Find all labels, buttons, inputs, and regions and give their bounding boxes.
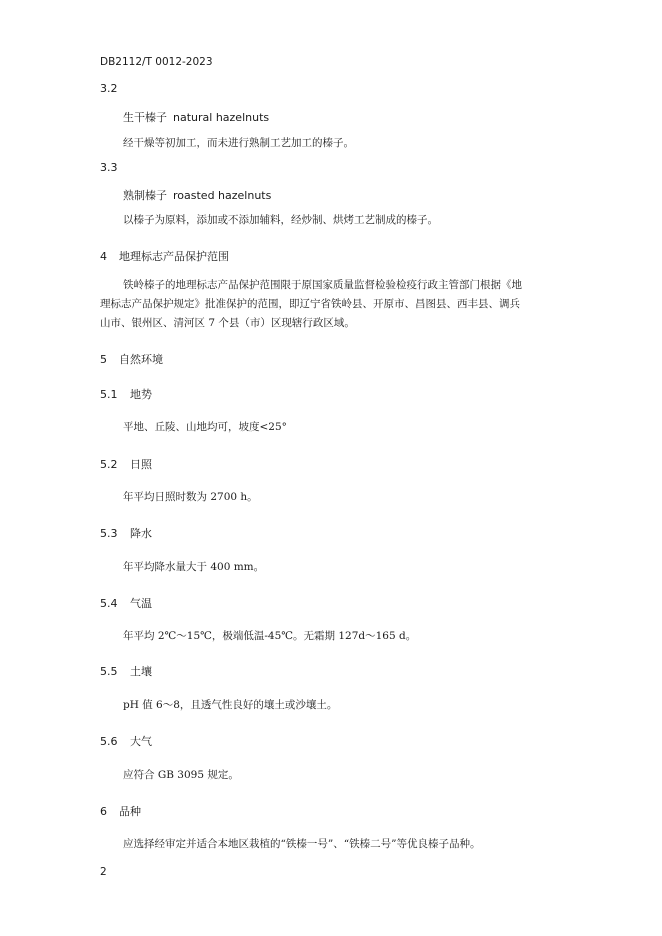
term-chinese: 生干榛子 [123, 111, 167, 124]
subsection-heading [100, 386, 152, 402]
term-heading [123, 187, 271, 203]
paragraph-line: 铁岭榛子的地理标志产品保护范围限于原国家质量监督检验检疫行政主管部门根据《地 [123, 279, 522, 291]
document-code: DB2112/T 0012-2023 [100, 56, 213, 68]
subsection-text: 年平均 2℃～15℃，极端低温-45℃。无霜期 127d～165 d。 [123, 630, 417, 642]
subsection-heading [100, 456, 152, 472]
paragraph-line: 山市、银州区、清河区 7 个县（市）区现辖行政区域。 [100, 317, 355, 329]
subsection-heading [100, 525, 152, 541]
subsection-heading [100, 733, 152, 749]
section-number: 5 [100, 353, 107, 366]
section-text: 应选择经审定并适合本地区栽植的“铁榛一号”、“铁榛二号”等优良榛子品种。 [123, 838, 481, 850]
subsection-title: 土壤 [130, 665, 152, 678]
subsection-text: pH 值 6～8，且透气性良好的壤土或沙壤土。 [123, 699, 338, 711]
clause-number: 3.3 [100, 161, 118, 174]
section-number: 6 [100, 805, 107, 818]
subsection-text: 平地、丘陵、山地均可，坡度<25° [123, 421, 287, 433]
subsection-heading [100, 663, 152, 679]
term-heading [123, 109, 269, 125]
term-english: roasted hazelnuts [173, 189, 272, 202]
subsection-title: 气温 [130, 597, 152, 610]
subsection-number: 5.5 [100, 665, 118, 678]
subsection-title: 日照 [130, 458, 152, 471]
section-number: 4 [100, 250, 107, 263]
section-heading [100, 803, 141, 819]
section-title: 地理标志产品保护范围 [119, 250, 229, 263]
subsection-title: 降水 [130, 527, 152, 540]
term-definition: 经干燥等初加工，而未进行熟制工艺加工的榛子。 [123, 137, 354, 149]
term-english: natural hazelnuts [173, 111, 270, 124]
subsection-number: 5.1 [100, 388, 118, 401]
section-title: 品种 [119, 805, 141, 818]
section-heading [100, 248, 229, 264]
subsection-title: 大气 [130, 735, 152, 748]
subsection-text: 年平均日照时数为 2700 h。 [123, 491, 258, 503]
clause-number: 3.2 [100, 82, 118, 95]
term-definition: 以榛子为原料，添加或不添加辅料，经炒制、烘烤工艺制成的榛子。 [123, 214, 438, 226]
subsection-number: 5.3 [100, 527, 118, 540]
term-chinese: 熟制榛子 [123, 189, 167, 202]
subsection-text: 应符合 GB 3095 规定。 [123, 769, 239, 781]
section-title: 自然环境 [119, 353, 163, 366]
section-heading [100, 351, 163, 367]
subsection-number: 5.6 [100, 735, 118, 748]
paragraph-line: 理标志产品保护规定》批准保护的范围，即辽宁省铁岭县、开原市、昌图县、西丰县、调兵 [100, 298, 520, 310]
subsection-number: 5.2 [100, 458, 118, 471]
subsection-title: 地势 [130, 388, 152, 401]
page-number: 2 [100, 866, 107, 878]
subsection-number: 5.4 [100, 597, 118, 610]
subsection-heading [100, 595, 152, 611]
subsection-text: 年平均降水量大于 400 mm。 [123, 561, 265, 573]
section-paragraph [100, 276, 550, 333]
